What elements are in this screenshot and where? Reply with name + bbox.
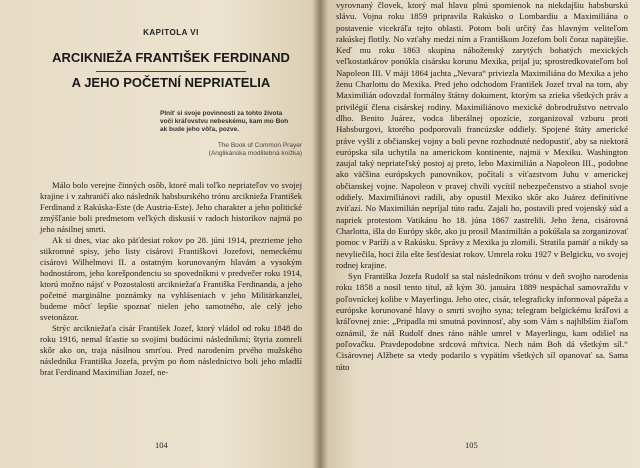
page-number: 105 [465, 440, 478, 450]
chapter-heading: KAPITOLA VI [143, 28, 199, 37]
epigraph-line: voči kráľovstvu nebeskému, kam mo Boh [160, 118, 289, 125]
epigraph-line: Plniť si svoje povinnosti za tohto života [160, 110, 283, 117]
epigraph-source-title: The Book of Common Prayer [217, 142, 302, 149]
book-gutter [312, 0, 328, 468]
body-paragraph: Strýc arcikniežaťa cisár František Jozef, ktorý vládol od roku 1848 do roku 1916, nemal šťastie so svojimi budúcimi následníkmi; štyria zomreli skôr ako on, traja násilnou smrťou. Pred narodením prvého mužského následníka Františka Jozefa, prvým po ňom následníctvo boli jeho mladší brat Ferdinand Maximilian Jozef, ne- [40, 323, 302, 377]
chapter-title-line-2: A JEHO POČETNÍ NEPRIATELIA [71, 75, 271, 90]
body-paragraph: vyrovnaný človek, ktorý mal hlavu plnú spomienok na niekdajšiu habsburskú slávu. Vojna roku 1859 pripravila Rakúsko o Lombardiu a Maximiliána o postavenie vicekráľa tejto oblasti. Potom boli určitý čas hlavným veliteľom rakúskej flotily. No vzťahy medzi ním a Františkom Jozefom boli čoraz napätejšie. Keď mu roku 1863 skupina náboženský zarytých bohatých mexických veľkostatkárov ponúkla cisársku korunu Mexika, prijal ju; sprostredkovateľom bol Napoleon III. V máji 1864 jachta „Nevara“ priviezla Maximiliána do Mexika a jeho ženu Charlottu do Mexika. Pred jeho odchodom František Jozef trval na tom, aby Maximilián odovzdal formálny štátny dokument, ktorým sa zrieka všetkých práv a privilégií člena cisárskej rodiny. Maximiliánovo mexické dobrodružstvo netrvalo dlho. Benito Juárez, vodca liberálnej opozície, zorganizoval vzburu proti Habsburgovi, ktorého podporovali francúzske oddiely. Spojené štáty americké práve vyšli z občianskej vojny a boli pevne rozhodnuté nedopustiť, aby sa niektorá európska sila uchytila na americkom kontinente, najmä v Mexiku. Washington zaujal taký nepriateľský postoj aj preto, lebo Maximilián a Napoleon III., podobne ako väčšina európskych panovníkov, počítali s víťazstvom Juhu v americkej občianskej vojne. Napoleon v pravej chvíli vycítil nebezpečenstvo a stiahol svoje oddiely. Maximiliánovi radili, aby opustil Mexiko skôr ako Juárez definitívne zvíťazí. No Maximilián nepríjal túto radu. Zajali ho, postavili pred vojenský súd a napriek protestom Vatikánu ho 18. júna 1867 zastrelili. Jeho žena, cisárovná Charlotta, išla do Európy skôr, ako ju prosil Maximilián a pokúšala sa zorganizovať pomoc v Paríži a v Rakúsku. Správy z Mexika ju zlomili. Stratila pamäť a nikdy sa nevyliečila, hoci žila ešte šesťdesiat rokov. Umrela roku 1927 v Belgicku, vo svojej rodnej krajine. [336, 0, 628, 270]
chapter-title-line-1: ARCIKNIEŽA FRANTIŠEK FERDINAND [52, 50, 290, 65]
title-divider [96, 71, 246, 72]
page-number: 104 [155, 440, 168, 450]
epigraph-source [160, 142, 302, 158]
left-page-body [40, 180, 302, 378]
epigraph-line: ak bude jeho vôľa, pozve. [160, 126, 240, 133]
epigraph-source-subtitle: (Anglikánska modlitebná knižka) [208, 150, 302, 157]
right-page [320, 0, 640, 468]
body-paragraph: Ak si dnes, viac ako päťdesiat rokov po 28. júni 1914, prezrieme jeho stikromné spisy, jeho listy cisárovi Františkovi Jozefovi, nemeckému cisárovi Wilhelmovi II. a ostatným korunovaným hlavám a vysokým hodnostárom, jeho korešpondenciu so spovedníkmi v predvečer roku 1914, ktorú možno nájsť v Pozostalosti arcikniežaťa Františka Ferdinanda, a jeho početné marginálne poznámky na vyhláseniach v jeho Militärkanzlei, budeme môcť lepšie spoznať nielen jeho samotného, ale celý jeho svetonázor. [40, 235, 302, 322]
chapter-title [40, 49, 302, 92]
epigraph [160, 110, 302, 134]
body-paragraph: Syn Františka Jozefa Rudolf sa stal následníkom trónu v deň svojho narodenia roku 1858 a nosil tento titul, až kým 30. januára 1889 nespáchal samovraždu v poľovníckej kolibe v Mayerlingu. Jeho otec, cisár, telegraficky informoval pápeža a európske korunované hlavy o smrti svojho syna; telegram belgickému kráľovi a kráľovnej znie: „Pripadla mi smutná povinnosť, aby som Vám s najhlbším žiaľom oznámil, že náš Rudolf dnes ráno náhle umrel v Mayerlingu, kam odišiel na poľovačku. Pravdepodobne srdcová mŕtvica. Nech nám Boh dá všetkým síl.“ Cisárovnej Alžbete sa vtedy podarilo s vypätím všetkých síl opanovať sa. Sama túto [336, 271, 628, 372]
body-paragraph: Málo bolo verejne činných osôb, ktoré mali toľko nepriateľov vo svojej krajine i v zahraničí ako následník habsburského trónu arcikniežа František Ferdinand z Rakúska-Este (de Austria-Este). Jeho charakter a jeho politické zmýšľanie boli predmetom veľkých diskusií v radoch historikov najmä po jeho násilnej smrti. [40, 180, 302, 234]
right-page-body [336, 0, 628, 373]
